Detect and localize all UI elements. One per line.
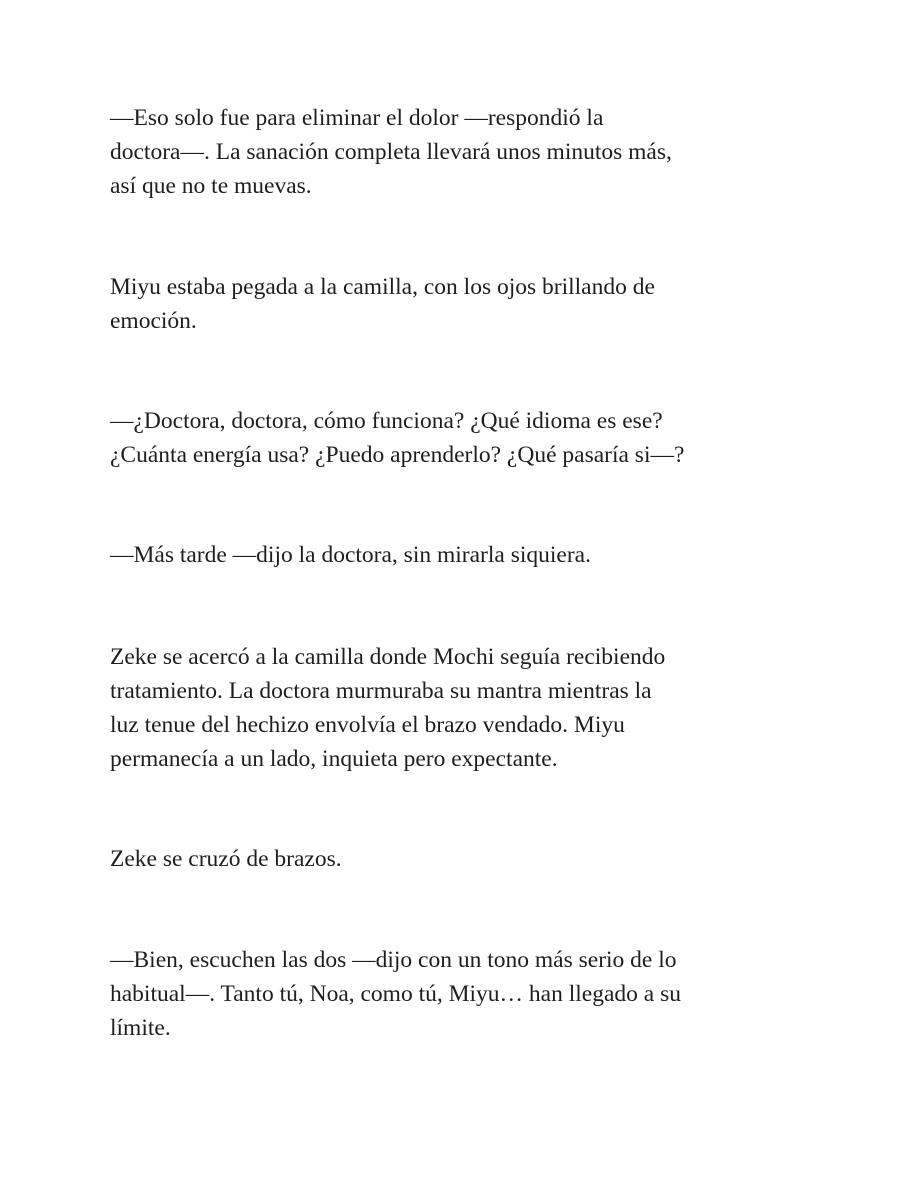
text-line: Zeke se cruzó de brazos. xyxy=(110,846,342,872)
text-line: doctora—. La sanación completa llevará unos minutos más, xyxy=(110,139,672,165)
text-line: límite. xyxy=(110,1015,171,1041)
text-line: emoción. xyxy=(110,308,197,334)
paragraph xyxy=(110,943,681,1045)
text-line: —Bien, escuchen las dos —dijo con un tono más serio de lo xyxy=(110,947,677,973)
text-line: ¿Cuánta energía usa? ¿Puedo aprenderlo? ¿Qué pasaría si—? xyxy=(110,442,685,468)
paragraph xyxy=(110,270,655,338)
paragraph xyxy=(110,101,672,203)
paragraph xyxy=(110,842,342,876)
text-line: permanecía a un lado, inquieta pero expectante. xyxy=(110,746,558,772)
text-line: luz tenue del hechizo envolvía el brazo vendado. Miyu xyxy=(110,712,625,738)
text-line: —Más tarde —dijo la doctora, sin mirarla siquiera. xyxy=(110,542,591,568)
text-line: tratamiento. La doctora murmuraba su mantra mientras la xyxy=(110,678,652,704)
text-line: —¿Doctora, doctora, cómo funciona? ¿Qué idioma es ese? xyxy=(110,408,663,434)
text-line: Zeke se acercó a la camilla donde Mochi seguía recibiendo xyxy=(110,644,666,670)
text-line: así que no te muevas. xyxy=(110,173,312,199)
text-line: Miyu estaba pegada a la camilla, con los ojos brillando de xyxy=(110,274,655,300)
paragraph xyxy=(110,640,665,776)
text-line: —Eso solo fue para eliminar el dolor —respondió la xyxy=(110,105,604,131)
text-line: habitual—. Tanto tú, Noa, como tú, Miyu… han llegado a su xyxy=(110,981,681,1007)
paragraph xyxy=(110,404,684,472)
paragraph xyxy=(110,538,591,572)
